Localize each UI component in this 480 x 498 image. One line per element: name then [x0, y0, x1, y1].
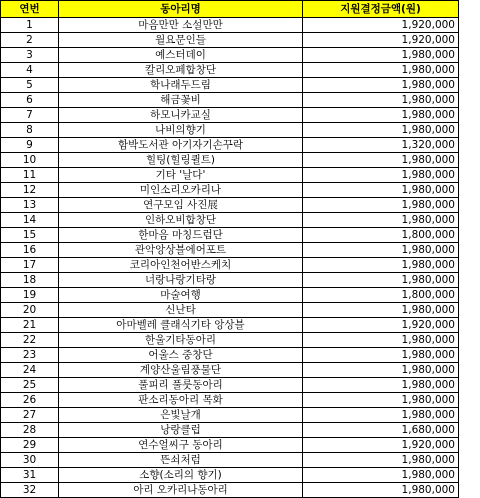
table-row	[1, 438, 459, 453]
row-number: 7	[1, 108, 59, 123]
header-club-name: 동아리명	[59, 1, 303, 18]
funding-amount: 1,980,000	[303, 243, 459, 258]
table-row	[1, 318, 459, 333]
funding-amount: 1,980,000	[303, 183, 459, 198]
funding-amount: 1,680,000	[303, 423, 459, 438]
club-name: 힐팅(힐링퀼트)	[59, 153, 303, 168]
row-number: 12	[1, 183, 59, 198]
club-name: 뜬쇠처럼	[59, 453, 303, 468]
club-name: 함박도서관 아기자기손꾸락	[59, 138, 303, 153]
funding-amount: 1,980,000	[303, 48, 459, 63]
club-name: 계양산울림풍물단	[59, 363, 303, 378]
club-name: 코리아인천어반스케치	[59, 258, 303, 273]
club-name: 기타 '날다'	[59, 168, 303, 183]
table-row	[1, 348, 459, 363]
funding-amount: 1,980,000	[303, 363, 459, 378]
club-name: 학나래두드림	[59, 78, 303, 93]
row-number: 8	[1, 123, 59, 138]
club-name: 월요문인들	[59, 33, 303, 48]
row-number: 21	[1, 318, 59, 333]
club-name: 아마벨레 클래식기타 앙상블	[59, 318, 303, 333]
row-number: 30	[1, 453, 59, 468]
table-row	[1, 258, 459, 273]
table-row	[1, 243, 459, 258]
funding-amount: 1,980,000	[303, 93, 459, 108]
table-row	[1, 423, 459, 438]
club-name: 어울스 중창단	[59, 348, 303, 363]
table-row	[1, 228, 459, 243]
club-name: 풀피리 풀룻동아리	[59, 378, 303, 393]
club-name: 연수얼씨구 동아리	[59, 438, 303, 453]
row-number: 1	[1, 18, 59, 33]
club-name: 예스터데이	[59, 48, 303, 63]
funding-amount: 1,800,000	[303, 228, 459, 243]
table-row	[1, 78, 459, 93]
funding-amount: 1,980,000	[303, 153, 459, 168]
table-row	[1, 93, 459, 108]
row-number: 24	[1, 363, 59, 378]
table-row	[1, 183, 459, 198]
funding-amount: 1,980,000	[303, 303, 459, 318]
club-name: 은빛날개	[59, 408, 303, 423]
row-number: 31	[1, 468, 59, 483]
table-row	[1, 33, 459, 48]
row-number: 18	[1, 273, 59, 288]
funding-amount: 1,980,000	[303, 108, 459, 123]
row-number: 27	[1, 408, 59, 423]
funding-amount: 1,980,000	[303, 198, 459, 213]
club-name: 마음만만 소설만만	[59, 18, 303, 33]
table-row	[1, 378, 459, 393]
funding-amount: 1,980,000	[303, 213, 459, 228]
club-name: 마술여행	[59, 288, 303, 303]
club-name: 판소리동아리 목화	[59, 393, 303, 408]
table-row	[1, 153, 459, 168]
funding-amount: 1,920,000	[303, 318, 459, 333]
funding-amount: 1,980,000	[303, 333, 459, 348]
table-row	[1, 48, 459, 63]
club-name: 나비의향기	[59, 123, 303, 138]
table-row	[1, 123, 459, 138]
club-name: 연구모임 사진展	[59, 198, 303, 213]
row-number: 22	[1, 333, 59, 348]
funding-amount: 1,980,000	[303, 378, 459, 393]
row-number: 11	[1, 168, 59, 183]
row-number: 20	[1, 303, 59, 318]
row-number: 9	[1, 138, 59, 153]
row-number: 32	[1, 483, 59, 498]
table-row	[1, 303, 459, 318]
header-row	[1, 1, 459, 18]
row-number: 14	[1, 213, 59, 228]
row-number: 6	[1, 93, 59, 108]
table-row	[1, 468, 459, 483]
row-number: 19	[1, 288, 59, 303]
funding-amount: 1,800,000	[303, 288, 459, 303]
header-amount: 지원결정금액(원)	[303, 1, 459, 18]
club-name: 아리 오카리나동아리	[59, 483, 303, 498]
table-row	[1, 453, 459, 468]
funding-amount: 1,920,000	[303, 33, 459, 48]
row-number: 17	[1, 258, 59, 273]
club-name: 한울기타동아리	[59, 333, 303, 348]
table-body	[1, 18, 459, 498]
club-name: 신난타	[59, 303, 303, 318]
table-row	[1, 108, 459, 123]
club-name: 인하오비합창단	[59, 213, 303, 228]
funding-amount: 1,920,000	[303, 18, 459, 33]
funding-amount: 1,980,000	[303, 273, 459, 288]
table-row	[1, 63, 459, 78]
row-number: 3	[1, 48, 59, 63]
funding-amount: 1,980,000	[303, 63, 459, 78]
club-name: 낭랑클럽	[59, 423, 303, 438]
table-row	[1, 288, 459, 303]
row-number: 25	[1, 378, 59, 393]
funding-amount: 1,980,000	[303, 123, 459, 138]
funding-amount: 1,980,000	[303, 258, 459, 273]
table-row	[1, 273, 459, 288]
table-row	[1, 333, 459, 348]
club-name: 미인소리오카리나	[59, 183, 303, 198]
club-name: 관악앙상블에어포트	[59, 243, 303, 258]
funding-amount: 1,980,000	[303, 483, 459, 498]
table-row	[1, 18, 459, 33]
table-row	[1, 483, 459, 498]
club-name: 하모니카교실	[59, 108, 303, 123]
club-name: 너랑나랑기타랑	[59, 273, 303, 288]
row-number: 28	[1, 423, 59, 438]
row-number: 23	[1, 348, 59, 363]
funding-amount: 1,920,000	[303, 438, 459, 453]
table-row	[1, 168, 459, 183]
row-number: 29	[1, 438, 59, 453]
club-name: 해금꽃비	[59, 93, 303, 108]
funding-amount: 1,980,000	[303, 408, 459, 423]
table-row	[1, 363, 459, 378]
row-number: 26	[1, 393, 59, 408]
funding-amount: 1,980,000	[303, 393, 459, 408]
funding-amount: 1,980,000	[303, 168, 459, 183]
row-number: 15	[1, 228, 59, 243]
row-number: 4	[1, 63, 59, 78]
club-name: 한마음 마칭드럼단	[59, 228, 303, 243]
row-number: 16	[1, 243, 59, 258]
funding-amount: 1,980,000	[303, 348, 459, 363]
table-row	[1, 198, 459, 213]
club-name: 소향(소리의 향기)	[59, 468, 303, 483]
row-number: 5	[1, 78, 59, 93]
funding-amount: 1,980,000	[303, 78, 459, 93]
table-row	[1, 138, 459, 153]
funding-amount: 1,320,000	[303, 138, 459, 153]
row-number: 10	[1, 153, 59, 168]
header-number: 연번	[1, 1, 59, 18]
table-row	[1, 393, 459, 408]
table-row	[1, 213, 459, 228]
table-row	[1, 408, 459, 423]
club-name: 칼리오페합창단	[59, 63, 303, 78]
row-number: 13	[1, 198, 59, 213]
funding-amount: 1,980,000	[303, 468, 459, 483]
row-number: 2	[1, 33, 59, 48]
funding-amount: 1,980,000	[303, 453, 459, 468]
